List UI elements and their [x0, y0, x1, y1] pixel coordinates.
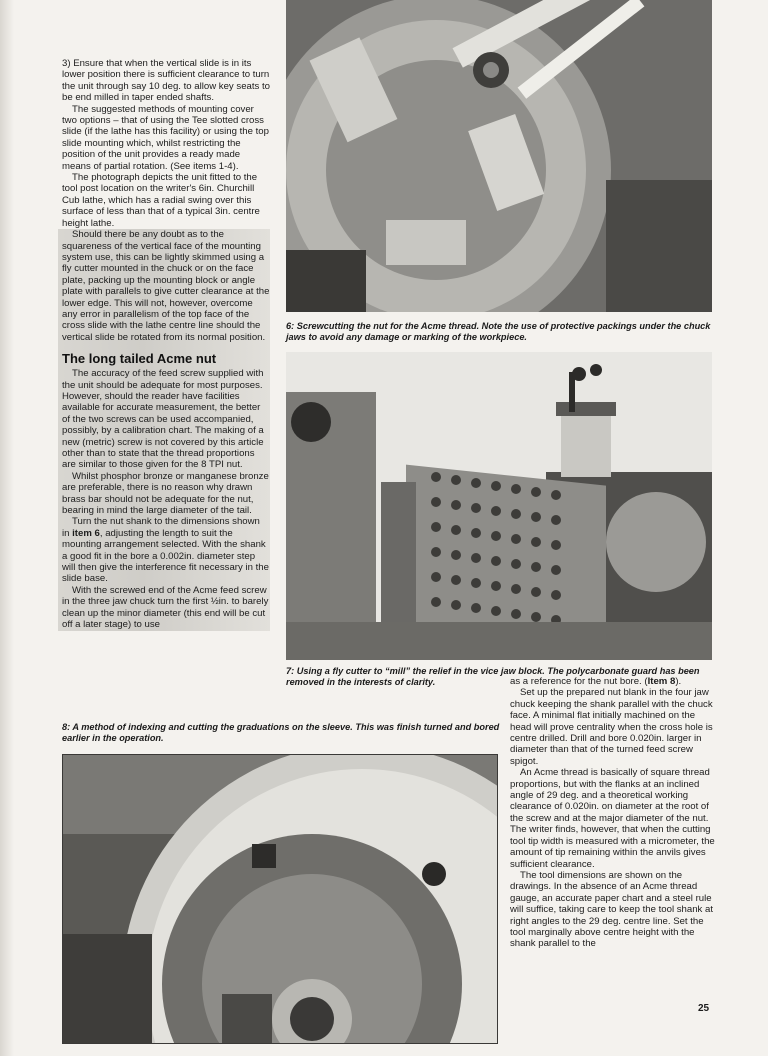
- paragraph: The suggested methods of mounting cover two options – that of using the Tee slotted cross slide (if the lathe has this facility) or using the top slide mounting which, whilst restricting the position of the unit provides a ready made means of partial rotation. (See items 1-4).: [62, 103, 269, 172]
- shaded-text-block: [58, 229, 270, 630]
- paragraph: An Acme thread is basically of square thread proportions, but with the flanks at an inclined angle of 29 deg. and a theoretical working clearance of 0.020in. on diameter at the root of the screw and at the major diameter of the nut. The writer finds, however, that when the cutting tool tip width is measured with a micrometer, the amount of tip remaining within the anvils gives sufficient clearance.: [510, 767, 715, 870]
- page-edge-shadow: [0, 0, 14, 1056]
- item-reference: Item 8: [647, 676, 676, 687]
- paragraph: Whilst phosphor bronze or manganese bronze are preferable, there is no reason why drawn brass bar should not be adequate for the nut, bearing in mind the large diameter of the tail.: [62, 470, 269, 517]
- caption-photo-8: 8: A method of indexing and cutting the graduations on the sleeve. This was finish turned and bored earlier in the operation.: [62, 722, 500, 743]
- photo-screwcutting-nut: [286, 0, 712, 312]
- left-text-column: [62, 58, 270, 631]
- paragraph: 3) Ensure that when the vertical slide is in its lower position there is sufficient clearance to turn the unit through say 10 deg. to allow key seats to be end milled in taper ended shafts.: [62, 58, 270, 104]
- caption-photo-6: 6: Screwcutting the nut for the Acme thread. Note the use of protective packings under the chuck jaws to avoid any damage or marking of the workpiece.: [286, 321, 711, 342]
- item-reference: item 6: [72, 527, 100, 539]
- photo-indexing-graduations: [62, 754, 498, 1044]
- text-run: ).: [675, 676, 682, 687]
- paragraph: The photograph depicts the unit fitted to the tool post location on the writer's 6in. Churchill Cub lathe, which has a radial swing over this surface of less than that of a typical 3in. centre height lathe.: [62, 172, 260, 229]
- paragraph: [510, 676, 716, 687]
- right-text-column: [510, 676, 716, 950]
- paragraph: With the screwed end of the Acme feed screw in the three jaw chuck turn the first ½in. to barely clean up the minor diameter (this end will be cut off a later stage) to use: [62, 584, 269, 631]
- section-heading: The long tailed Acme nut: [62, 351, 217, 367]
- paragraph: The tool dimensions are shown on the drawings. In the absence of an Acme thread gauge, an accurate paper chart and a steel rule will suffice, taking care to keep the tool shank at right angles to the 29 deg. centre line. Set the tool marginally above centre height with the shank parallel to the: [510, 869, 714, 950]
- text-run: as a reference for the nut bore. (: [510, 676, 648, 687]
- paragraph: [62, 516, 270, 584]
- paragraph: Set up the prepared nut blank in the four jaw chuck keeping the shank parallel with the chuck face. A minimal flat initially machined on the head will prove centrality when the cross hole is centre drilled. Drill and bore 0.020in. larger in diameter than that of the turned feed screw spigot.: [510, 687, 713, 767]
- photo-fly-cutter: [286, 352, 712, 660]
- text-run: Turn the nut shank to the dimensions shown in: [62, 516, 260, 539]
- caption-photo-7: 7: Using a fly cutter to “mill” the relief in the vice jaw block. The polycarbonate guard has been removed in the interests of clarity.: [286, 666, 700, 687]
- paragraph: Should there be any doubt as to the squareness of the vertical face of the mounting system use, this can be lightly skimmed using a fly cutter mounted in the chuck or on the face plate, packing up the mounting block or angle plate with parallels to give cutter clearance at the lower edge. This will not, however, overcome any error in parallelism of the top face of the cross slide with the lathe centre line should the vertical slide be rotated from its normal position.: [62, 229, 270, 343]
- text-run: , adjusting the length to suit the mounting arrangement selected. With the shank a good fit in the bore a 0.002in. diameter step will then give the interference fit necessary in the slide base.: [62, 527, 269, 585]
- paragraph: The accuracy of the feed screw supplied with the unit should be adequate for most purposes. However, should the reader have facilities available for accurate measurement, the better of the two screws can be used accompanied, possibly, by a calibration chart. The making of a new (metric) screw is not covered by this article other than to state that the thread proportions are similar to those given for the 8 TPI nut.: [62, 368, 264, 471]
- page-number: 25: [698, 1003, 710, 1014]
